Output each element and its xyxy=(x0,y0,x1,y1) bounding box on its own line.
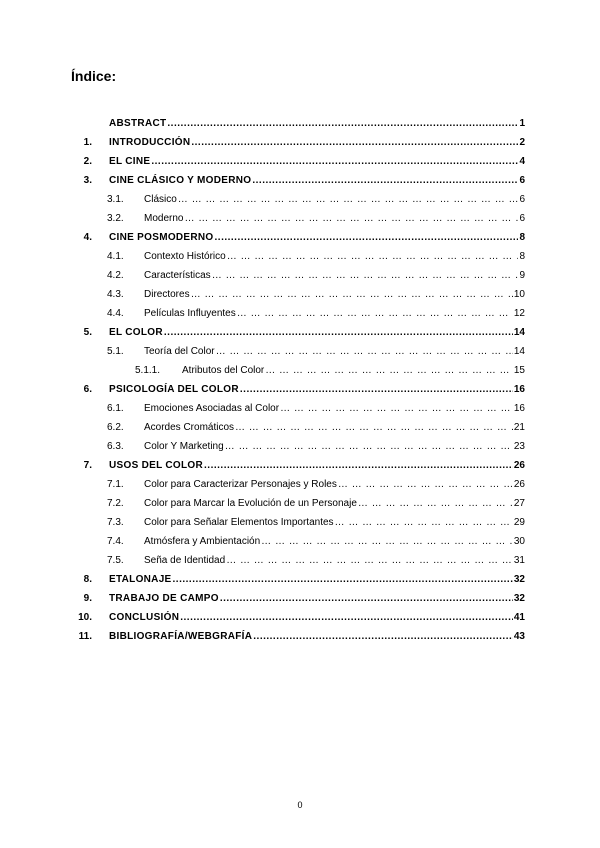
toc-entry-number: 6. xyxy=(83,384,92,395)
toc-entry-page: 8 xyxy=(519,251,525,262)
toc-entry-line xyxy=(144,421,525,435)
toc-entry-line xyxy=(144,345,525,359)
toc-entry-line xyxy=(144,402,525,416)
toc-entry-line xyxy=(144,250,525,264)
toc-entry[interactable] xyxy=(0,497,600,511)
toc-leader-dots xyxy=(151,155,518,169)
toc-entry-number: 2. xyxy=(83,156,92,167)
toc-entry-number: 5. xyxy=(83,327,92,338)
toc-entry-page: 32 xyxy=(513,593,525,604)
toc-entry[interactable] xyxy=(0,364,600,378)
toc-entry[interactable] xyxy=(0,288,600,302)
toc-entry[interactable] xyxy=(0,231,600,245)
toc-entry-line xyxy=(109,573,525,587)
toc-entry-label: Seña de Identidad xyxy=(144,555,226,566)
toc-leader-dots xyxy=(167,117,518,131)
toc-entry-label: Color para Señalar Elementos Importantes xyxy=(144,517,334,528)
toc-entry-label: Clásico xyxy=(144,194,177,205)
toc-entry-label: Moderno xyxy=(144,213,184,224)
index-heading: Índice: xyxy=(71,68,117,84)
toc-leader-dots xyxy=(191,136,518,150)
toc-entry-page: 2 xyxy=(519,137,525,148)
toc-entry-number: 7. xyxy=(83,460,92,471)
toc-leader-dots xyxy=(226,554,513,568)
toc-entry-page: 6 xyxy=(519,194,525,205)
toc-leader-dots xyxy=(178,193,519,207)
toc-entry-label: Películas Influyentes xyxy=(144,308,236,319)
toc-entry-number: 5.1. xyxy=(107,346,124,357)
toc-entry-line xyxy=(144,516,525,530)
toc-entry[interactable] xyxy=(0,630,600,644)
toc-leader-dots xyxy=(261,535,513,549)
toc-leader-dots xyxy=(173,573,513,587)
toc-entry-page: 29 xyxy=(513,517,525,528)
toc-entry-line xyxy=(144,307,525,321)
toc-entry-line xyxy=(144,193,525,207)
toc-leader-dots xyxy=(252,174,518,188)
toc-entry-number: 6.3. xyxy=(107,441,124,452)
toc-entry-line xyxy=(144,212,525,226)
toc-entry[interactable] xyxy=(0,554,600,568)
toc-leader-dots xyxy=(220,592,513,606)
toc-entry[interactable] xyxy=(0,573,600,587)
toc-entry[interactable] xyxy=(0,478,600,492)
toc-entry-line xyxy=(109,326,525,340)
toc-leader-dots xyxy=(225,440,513,454)
toc-entry-line xyxy=(109,630,525,644)
toc-entry-page: 8 xyxy=(519,232,525,243)
toc-entry[interactable] xyxy=(0,421,600,435)
toc-entry-page: 9 xyxy=(519,270,525,281)
toc-leader-dots xyxy=(240,383,513,397)
toc-entry-page: 15 xyxy=(513,365,525,376)
toc-entry-label: ABSTRACT xyxy=(109,118,167,129)
toc-entry-number: 4.1. xyxy=(107,251,124,262)
toc-leader-dots xyxy=(338,478,513,492)
toc-entry-label: Contexto Histórico xyxy=(144,251,226,262)
toc-entry-line xyxy=(109,136,525,150)
toc-entry-number: 8. xyxy=(83,574,92,585)
toc-entry-label: Color Y Marketing xyxy=(144,441,224,452)
toc-entry-number: 7.5. xyxy=(107,555,124,566)
toc-entry-line xyxy=(144,554,525,568)
toc-entry-number: 7.1. xyxy=(107,479,124,490)
toc-entry-line xyxy=(182,364,525,378)
toc-entry-number: 7.2. xyxy=(107,498,124,509)
toc-entry-line xyxy=(109,383,525,397)
toc-entry-number: 5.1.1. xyxy=(135,365,161,376)
toc-entry-page: 12 xyxy=(513,308,525,319)
toc-leader-dots xyxy=(212,269,519,283)
toc-entry-label: Directores xyxy=(144,289,190,300)
toc-entry-page: 41 xyxy=(513,612,525,623)
toc-entry-page: 23 xyxy=(513,441,525,452)
toc-entry-number: 3. xyxy=(83,175,92,186)
toc-entry-line xyxy=(109,231,525,245)
toc-entry[interactable] xyxy=(0,611,600,625)
toc-entry-number: 3.1. xyxy=(107,194,124,205)
toc-entry[interactable] xyxy=(0,250,600,264)
toc-entry-page: 16 xyxy=(513,403,525,414)
toc-entry-page: 26 xyxy=(513,460,525,471)
toc-leader-dots xyxy=(253,630,513,644)
toc-entry-page: 14 xyxy=(513,346,525,357)
toc-entry-label: TRABAJO DE CAMPO xyxy=(109,593,219,604)
toc-entry-page: 16 xyxy=(513,384,525,395)
toc-entry[interactable] xyxy=(0,117,600,131)
toc-entry-number: 6.1. xyxy=(107,403,124,414)
toc-entry-line xyxy=(109,174,525,188)
toc-entry-label: CINE POSMODERNO xyxy=(109,232,214,243)
toc-entry[interactable] xyxy=(0,345,600,359)
toc-entry[interactable] xyxy=(0,136,600,150)
toc-entry-page: 26 xyxy=(513,479,525,490)
toc-entry-number: 11. xyxy=(78,631,92,642)
toc-entry-page: 4 xyxy=(519,156,525,167)
toc-entry-line xyxy=(109,592,525,606)
toc-entry-label: CONCLUSIÓN xyxy=(109,612,180,623)
toc-entry-number: 9. xyxy=(83,593,92,604)
toc-entry-line xyxy=(144,269,525,283)
toc-entry-number: 4. xyxy=(83,232,92,243)
toc-entry-line xyxy=(144,478,525,492)
toc-entry-label: Color para Caracterizar Personajes y Roles xyxy=(144,479,337,490)
toc-entry-number: 4.2. xyxy=(107,270,124,281)
toc-leader-dots xyxy=(235,421,513,435)
toc-entry-line xyxy=(144,535,525,549)
toc-entry[interactable] xyxy=(0,516,600,530)
toc-entry-page: 30 xyxy=(513,536,525,547)
toc-entry-page: 32 xyxy=(513,574,525,585)
toc-entry-label: CINE CLÁSICO Y MODERNO xyxy=(109,175,252,186)
toc-entry[interactable] xyxy=(0,440,600,454)
toc-entry-label: Acordes Cromáticos xyxy=(144,422,235,433)
toc-leader-dots xyxy=(204,459,513,473)
toc-entry-line xyxy=(109,155,525,169)
toc-leader-dots xyxy=(180,611,513,625)
toc-leader-dots xyxy=(191,288,513,302)
toc-entry-label: USOS DEL COLOR xyxy=(109,460,204,471)
toc-entry-page: 21 xyxy=(513,422,525,433)
toc-entry-number: 1. xyxy=(83,137,92,148)
toc-entry-label: BIBLIOGRAFÍA/WEBGRAFÍA xyxy=(109,631,253,642)
toc-entry-line xyxy=(144,497,525,511)
toc-leader-dots xyxy=(227,250,519,264)
toc-entry[interactable] xyxy=(0,402,600,416)
toc-entry-page: 6 xyxy=(519,175,525,186)
toc-leader-dots xyxy=(335,516,513,530)
toc-entry-line xyxy=(144,288,525,302)
toc-leader-dots xyxy=(164,326,513,340)
toc-entry[interactable] xyxy=(0,174,600,188)
toc-leader-dots xyxy=(265,364,513,378)
toc-entry[interactable] xyxy=(0,592,600,606)
toc-entry-page: 1 xyxy=(519,118,525,129)
toc-entry-number: 3.2. xyxy=(107,213,124,224)
toc-entry[interactable] xyxy=(0,326,600,340)
toc-entry-label: EL CINE xyxy=(109,156,151,167)
toc-entry[interactable] xyxy=(0,383,600,397)
toc-entry-number: 4.3. xyxy=(107,289,124,300)
toc-entry-label: INTRODUCCIÓN xyxy=(109,137,191,148)
toc-entry-label: Características xyxy=(144,270,211,281)
toc-entry[interactable] xyxy=(0,269,600,283)
toc-entry-label: Atmósfera y Ambientación xyxy=(144,536,261,547)
toc-entry[interactable] xyxy=(0,193,600,207)
toc-leader-dots xyxy=(184,212,518,226)
toc-entry-label: Teoría del Color xyxy=(144,346,215,357)
toc-entry-label: ETALONAJE xyxy=(109,574,172,585)
toc-entry-line xyxy=(109,459,525,473)
toc-entry-page: 6 xyxy=(519,213,525,224)
toc-entry[interactable] xyxy=(0,307,600,321)
toc-entry-page: 10 xyxy=(513,289,525,300)
toc-entry-label: EL COLOR xyxy=(109,327,163,338)
toc-leader-dots xyxy=(358,497,513,511)
toc-entry-label: Emociones Asociadas al Color xyxy=(144,403,280,414)
toc-entry[interactable] xyxy=(0,459,600,473)
toc-entry-page: 31 xyxy=(513,555,525,566)
toc-leader-dots xyxy=(237,307,513,321)
toc-entry-number: 7.3. xyxy=(107,517,124,528)
toc-entry-label: Color para Marcar la Evolución de un Personaje xyxy=(144,498,357,509)
toc-entry-label: PSICOLOGÍA DEL COLOR xyxy=(109,384,239,395)
toc-entry-page: 14 xyxy=(513,327,525,338)
toc-entry-label: Atributos del Color xyxy=(182,365,265,376)
toc-entry-number: 4.4. xyxy=(107,308,124,319)
toc-entry-number: 7.4. xyxy=(107,536,124,547)
toc-entry-page: 43 xyxy=(513,631,525,642)
toc-leader-dots xyxy=(216,345,513,359)
toc-entry-line xyxy=(144,440,525,454)
toc-entry[interactable] xyxy=(0,155,600,169)
toc-entry-line xyxy=(109,611,525,625)
toc-leader-dots xyxy=(280,402,513,416)
toc-entry-number: 6.2. xyxy=(107,422,124,433)
toc-leader-dots xyxy=(215,231,519,245)
toc-entry[interactable] xyxy=(0,535,600,549)
page-number: 0 xyxy=(297,800,303,810)
toc-entry-line xyxy=(109,117,525,131)
toc-entry-page: 27 xyxy=(513,498,525,509)
toc-entry[interactable] xyxy=(0,212,600,226)
toc-entry-number: 10. xyxy=(78,612,92,623)
